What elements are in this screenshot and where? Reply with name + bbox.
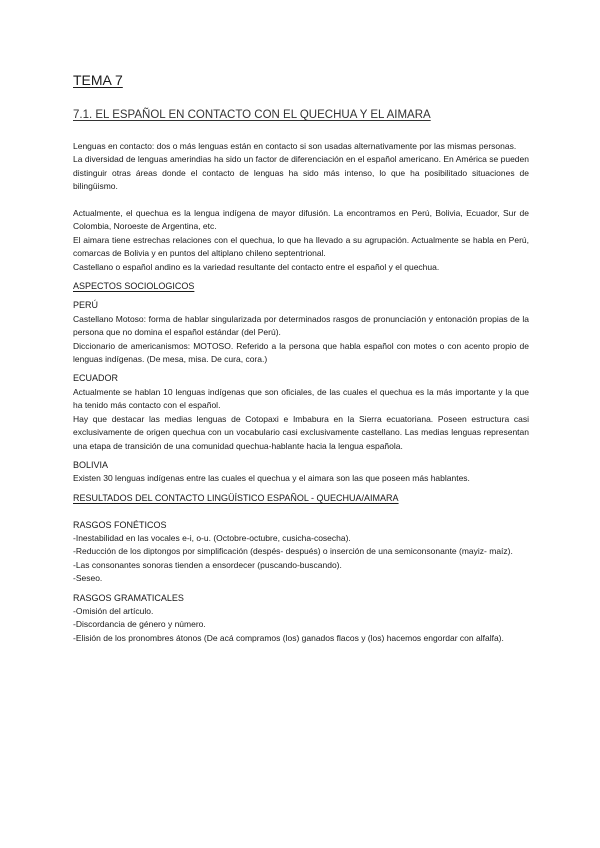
- section-title: 7.1. EL ESPAÑOL EN CONTACTO CON EL QUECHUA Y EL AIMARA: [73, 109, 431, 121]
- paragraph: El aimara tiene estrechas relaciones con el quechua, lo que ha llevado a su agrupación. Actualmente se habla en Perú, comarcas de Bolivia y en puntos del altiplano chileno septentrional.: [73, 234, 529, 259]
- subsection-heading: BOLIVIA: [73, 459, 109, 470]
- paragraph: Castellano Motoso: forma de hablar singularizada por determinados rasgos de pronunciación y entonación propias de la persona que no domina el español estándar (del Perú).: [73, 313, 529, 338]
- paragraph: Diccionario de americanismos: MOTOSO. Referido a la persona que habla español con motes o con acento propio de lenguas indígenas. (De mesa, misa. De cura, cora.): [73, 340, 529, 365]
- section-heading: ASPECTOS SOCIOLOGICOS: [73, 281, 195, 292]
- subsection-heading: RASGOS GRAMATICALES: [73, 592, 184, 603]
- paragraph: Hay que destacar las medias lenguas de Cotopaxi e Imbabura en la Sierra ecuatoriana. Poseen estructura casi exclusivamente de origen quechua con un vocabulario casi exclusivamente castellano. Las medias lenguas representan una etapa de transición de una comunidad quechua-hablante hacia la lengua española.: [73, 413, 529, 451]
- subsection-heading: PERÚ: [73, 300, 99, 311]
- list-item: -Reducción de los diptongos por simplificación (despés- después) o inserción de una semiconsonante (mayiz- maíz).: [73, 546, 513, 557]
- paragraph: Castellano o español andino es la variedad resultante del contacto entre el español y el quechua.: [73, 261, 440, 272]
- paragraph: Lenguas en contacto: dos o más lenguas están en contacto si son usadas alternativamente por las mismas personas.: [73, 141, 517, 151]
- list-item: -Seseo.: [73, 573, 103, 584]
- document-body: [73, 140, 529, 645]
- list-item: -Omisión del artículo.: [73, 605, 154, 616]
- paragraph: Existen 30 lenguas indígenas entre las cuales el quechua y el aimara son las que poseen más hablantes.: [73, 473, 470, 484]
- document-title: TEMA 7: [73, 72, 123, 88]
- list-item: -Discordancia de género y número.: [73, 619, 206, 630]
- paragraph: Actualmente se hablan 10 lenguas indígenas que son oficiales, de las cuales el quechua es la más importante y la que ha tenido más contacto con el español.: [73, 386, 529, 411]
- list-item: -Las consonantes sonoras tienden a ensordecer (puscando-buscando).: [73, 559, 342, 570]
- subsection-heading: ECUADOR: [73, 373, 119, 384]
- subsection-heading: RASGOS FONÉTICOS: [73, 519, 167, 530]
- list-item: -Inestabilidad en las vocales e-i, o-u. (Octobre-octubre, cusicha-cosecha).: [73, 532, 351, 543]
- paragraph: Actualmente, el quechua es la lengua indígena de mayor difusión. La encontramos en Perú, Bolivia, Ecuador, Sur de Colombia, Noroeste de Argentina, etc.: [73, 208, 529, 232]
- section-heading: RESULTADOS DEL CONTACTO LINGÜÍSTICO ESPAÑOL - QUECHUA/AIMARA: [73, 492, 399, 503]
- list-item: -Elisión de los pronombres átonos (De acá compramos (los) ganados flacos y (los) hacemos engordar con alfalfa).: [73, 632, 504, 643]
- paragraph: La diversidad de lenguas amerindias ha sido un factor de diferenciación en el español americano. En América se pueden distinguir otras áreas donde el contacto de lenguas ha sido más intenso, lo que ha posibilitado situaciones de bilingüismo.: [73, 154, 529, 192]
